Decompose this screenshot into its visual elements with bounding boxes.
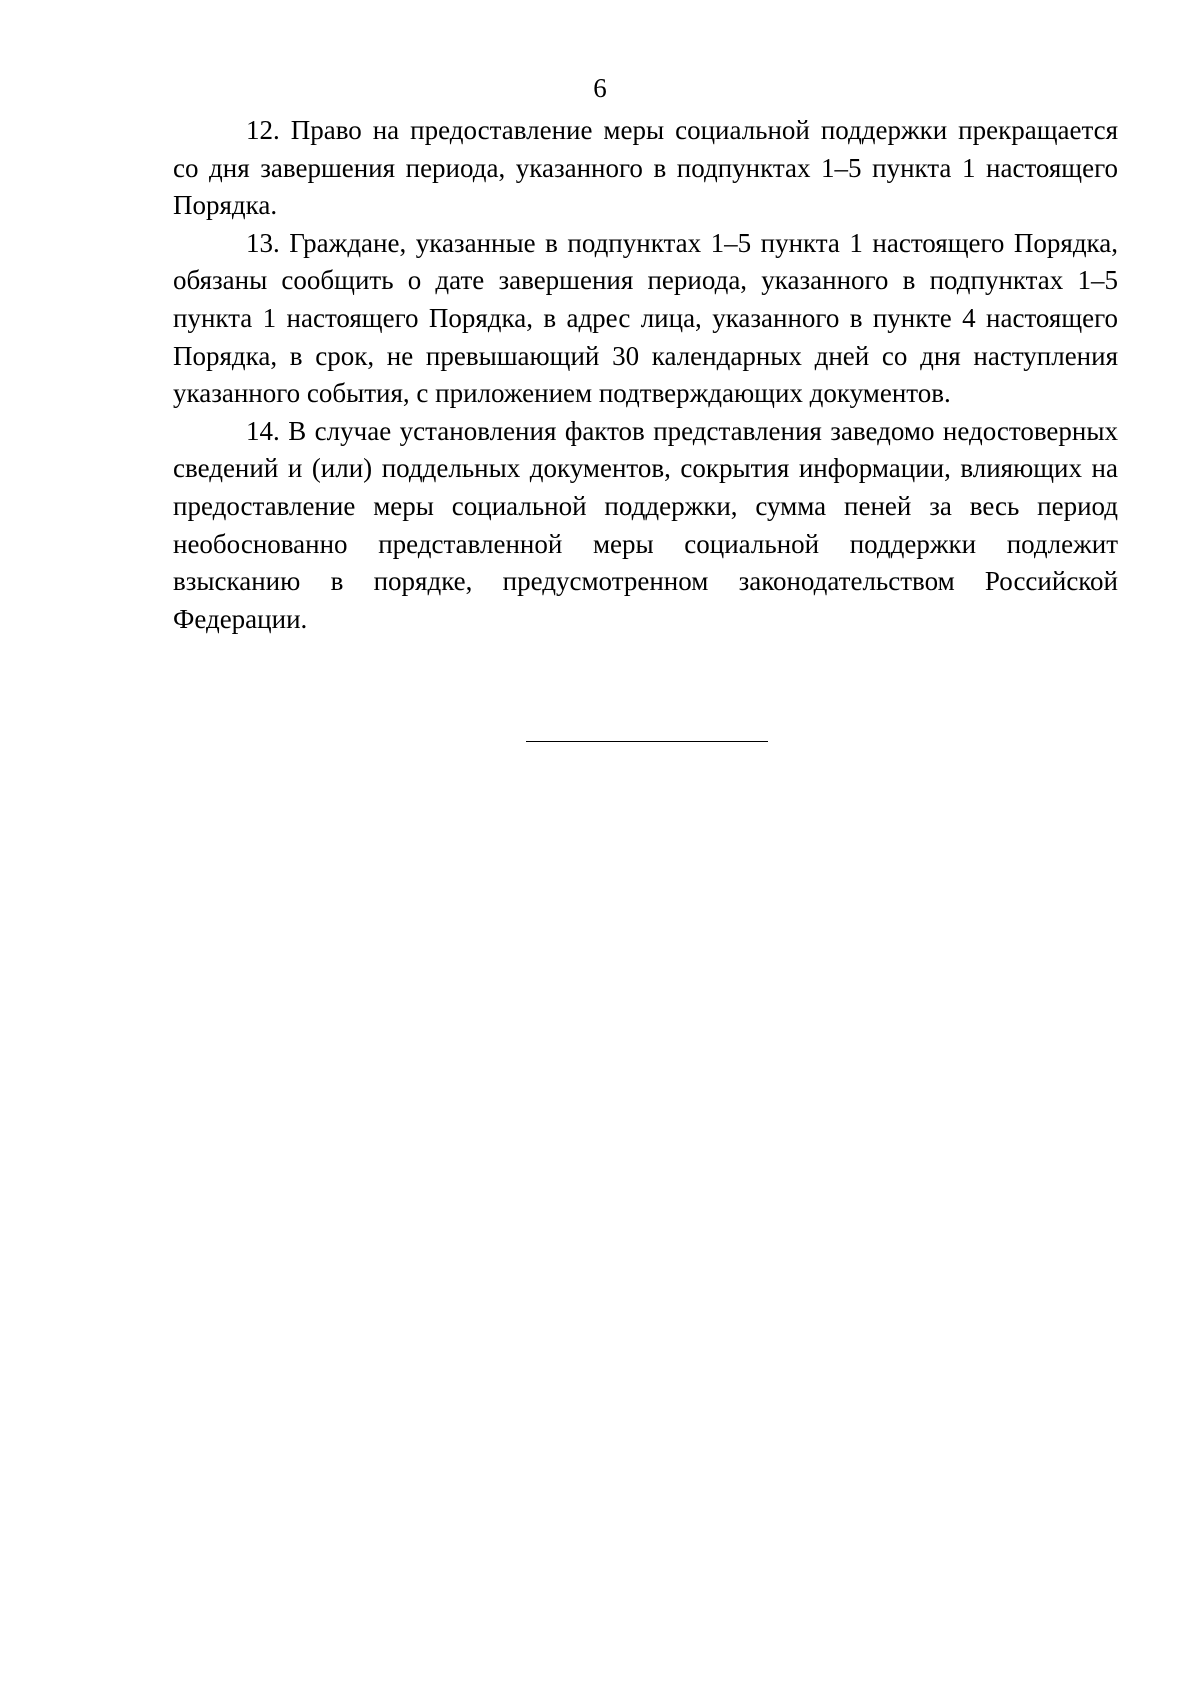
document-body bbox=[173, 112, 1118, 638]
paragraph-13: 13. Граждане, указанные в подпунктах 1–5 пункта 1 настоящего Порядка, обязаны сообщить о дате завершения периода, указанного в подпунктах 1–5 пункта 1 настоящего Порядка, в адрес лица, указанного в пункте 4 настоящего Порядка, в срок, не превышающий 30 календарных дней со дня наступления указанного события, с приложением подтверждающих документов. bbox=[173, 227, 1118, 409]
page-number: 6 bbox=[593, 73, 607, 103]
paragraph-12: 12. Право на предоставление меры социальной поддержки прекращается со дня завершения периода, указанного в подпунктах 1–5 пункта 1 настоящего Порядка. bbox=[173, 115, 1118, 221]
end-of-text-separator bbox=[526, 741, 768, 742]
paragraph-14: 14. В случае установления фактов представления заведомо недостоверных сведений и (или) поддельных документов, сокрытия информации, влияющих на предоставление меры социальной поддержки, сумма пеней за весь период необоснованно представленной меры социальной поддержки подлежит взысканию в порядке, предусмотренном законодательством Российской Федерации. bbox=[173, 415, 1118, 634]
